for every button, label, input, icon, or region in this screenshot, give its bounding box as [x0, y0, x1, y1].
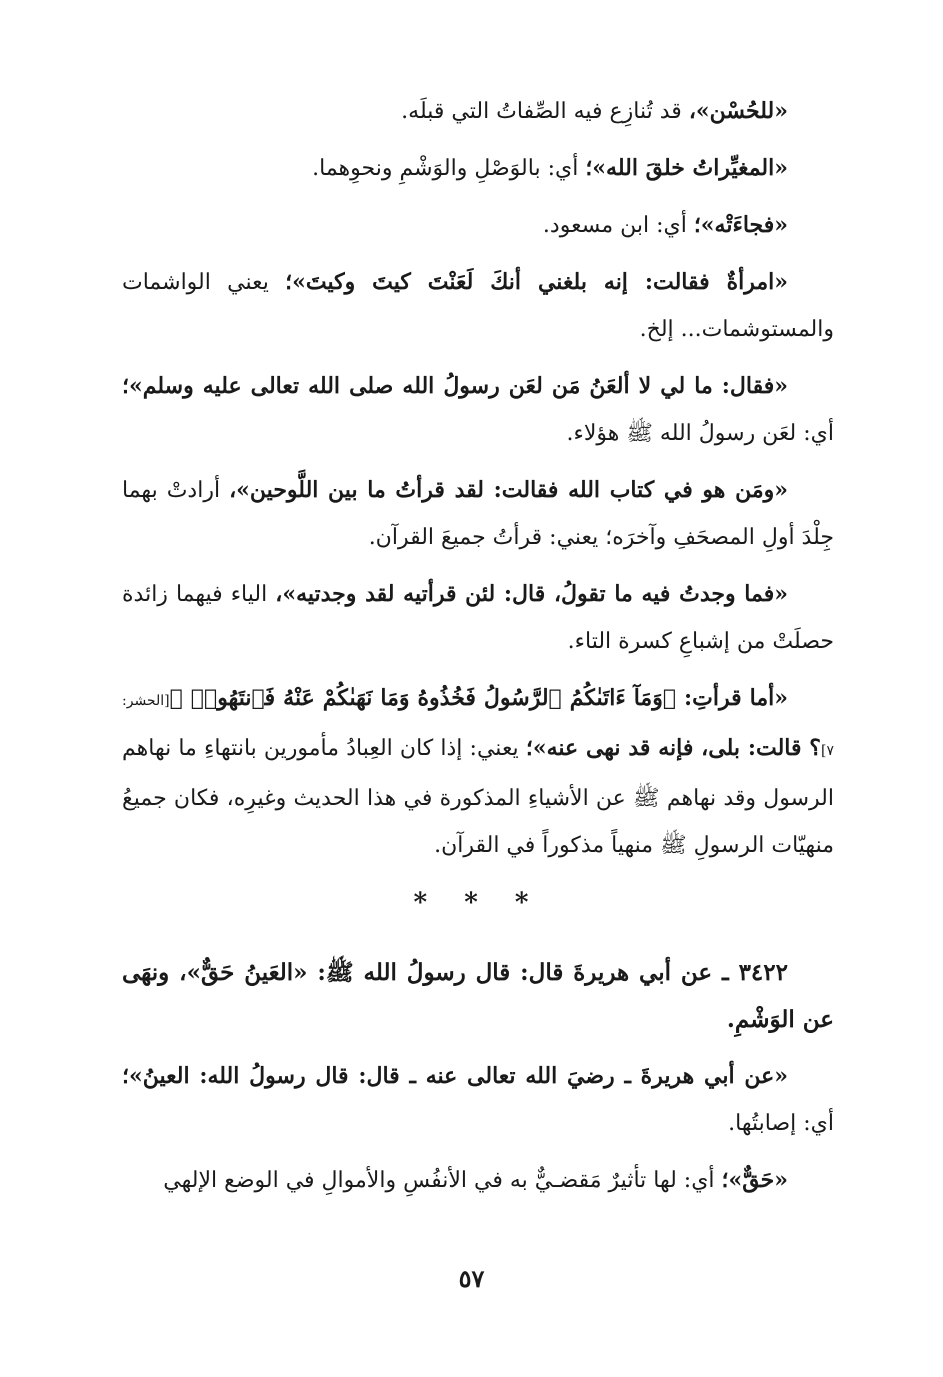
commentary-text: أي: لعَن رسولُ الله ﷺ هؤلاء.: [566, 421, 834, 446]
quoted-term: «حَقٌّ»؛: [721, 1167, 788, 1193]
commentary-paragraph: [122, 202, 834, 249]
commentary-text: قد تُنازِع فيه الصِّفاتُ التي قبلَه.: [401, 99, 689, 124]
commentary-paragraph: [122, 571, 834, 665]
page-body: [122, 88, 834, 1214]
quoted-term: «ومَن هو في كتاب الله فقالت: لقد قرأتُ ما بين اللَّوحين»،: [229, 477, 788, 503]
commentary-paragraph: [122, 1157, 834, 1204]
quoted-term: «فما وجدتُ فيه ما تقولُ، قال: لئن قرأتيه لقد وجدتيه»،: [275, 581, 788, 607]
quoted-term: «للحُسْن»،: [688, 98, 788, 124]
commentary-text: أي: ابن مسعود.: [542, 213, 694, 238]
commentary-paragraph: [122, 259, 834, 353]
quran-citation-paragraph: [122, 675, 834, 869]
quoted-term: «أما قرأتِ:: [676, 685, 788, 711]
surah-reference: [الحشر: ٧]: [122, 693, 834, 759]
commentary-paragraph: [122, 145, 834, 192]
quran-verse: ﴿وَمَآ ءَاتَىٰكُمُ ٱلرَّسُولُ فَخُذُوهُ وَمَا نَهَىٰكُمْ عَنْهُ فَٱنتَهُوا۟ ﴾: [169, 685, 677, 711]
commentary-text: أي: إصابتُها.: [728, 1111, 834, 1136]
quoted-term: «عن أبي هريرةَ ـ رضيَ الله تعالى عنه ـ قال: قال رسولُ الله: العينُ»؛: [122, 1063, 788, 1089]
commentary-text: أرادتْ بهما جِلْدَ أولِ المصحَفِ وآخرَه؛ يعني: قرأتُ جميعَ القرآن.: [122, 478, 834, 550]
page-number: ٥٧: [458, 1264, 485, 1293]
commentary-text: يعني: إذا كان العِبادُ مأمورين بانتهاءِ ما نهاهم الرسول وقد نهاهم ﷺ عن الأشياءِ المذكورة في هذا الحديث وغيرِه، فكان جميعُ منهيّات الرسولِ ﷺ منهياً مذكوراً في القرآن.: [122, 736, 834, 858]
commentary-text: أي: بالوَصْلِ والوَشْمِ ونحوِهما.: [312, 156, 586, 181]
quoted-term: «المغيِّراتُ خلقَ الله»؛: [585, 155, 788, 181]
quoted-term: «فقال: ما لي لا ألعَنُ مَن لعَن رسولُ الله صلى الله تعالى عليه وسلم»؛: [122, 373, 788, 399]
commentary-text: أي: لها تأثيرٌ مَقضـيٌّ به في الأنفُسِ والأموالِ في الوضع الإلهي: [163, 1168, 722, 1193]
hadith-text: ٣٤٢٢ ـ عن أبي هريرةَ قال: قال رسولُ الله ﷺ: «العَينُ حَقٌّ»، ونهَى عن الوَشْمِ.: [122, 959, 834, 1033]
quoted-term: ؟ قالت: بلى، فإنه قد نهى عنه»؛: [525, 735, 821, 761]
commentary-text: يعني الواشمات والمستوشمات... إلخ.: [122, 270, 834, 342]
commentary-paragraph: [122, 1053, 834, 1147]
commentary-paragraph: [122, 363, 834, 457]
commentary-paragraph: [122, 467, 834, 561]
commentary-text: الياء فيهما زائدة حصلَتْ من إشباعِ كسرة التاء.: [122, 582, 834, 654]
section-separator: * * *: [413, 888, 543, 918]
quoted-term: «امرأةٌ فقالت: إنه بلغني أنكَ لَعَنْتَ كيتَ وكيتَ»؛: [285, 269, 788, 295]
commentary-paragraph: [122, 88, 834, 135]
quoted-term: «فجاءَتْه»؛: [693, 212, 788, 238]
